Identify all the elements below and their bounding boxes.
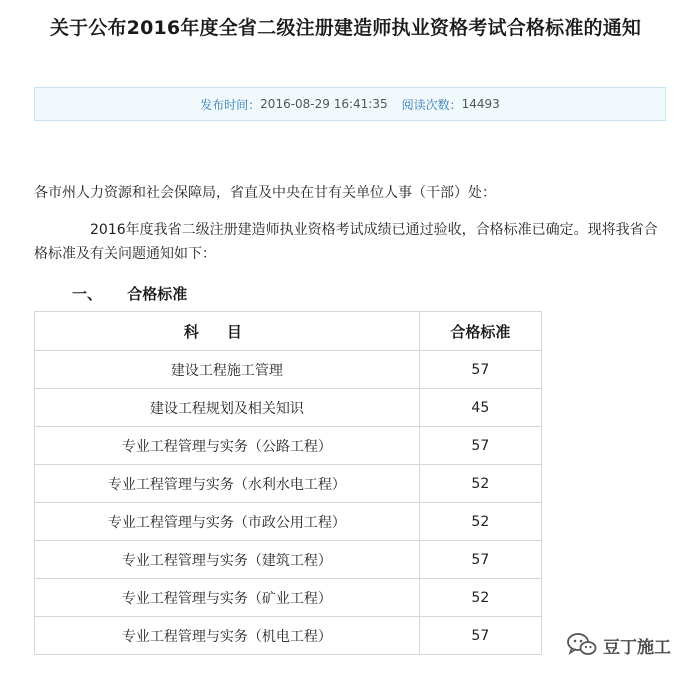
table-row [35,579,542,617]
subject-cell: 建设工程施工管理 [35,351,420,389]
table-row [35,503,542,541]
subject-cell: 专业工程管理与实务（公路工程） [35,427,420,465]
header-subject: 科目 [35,312,420,351]
score-cell: 52 [419,503,541,541]
source-watermark [567,632,671,658]
wechat-icon [567,632,597,658]
subject-cell: 专业工程管理与实务（建筑工程） [35,541,420,579]
header-passing-score: 合格标准 [419,312,541,351]
score-cell: 57 [419,351,541,389]
section-title: 合格标准 [127,285,188,303]
table-row [35,389,542,427]
table-row [35,617,542,655]
table-row [35,427,542,465]
view-count-label: 阅读次数： [401,97,462,112]
watermark-text: 豆丁施工 [603,637,671,658]
article-title: 关于公布2016年度全省二级注册建造师执业资格考试合格标准的通知 [49,17,642,39]
salutation-paragraph: 各市州人力资源和社会保障局，省直及中央在甘有关单位人事（干部）处： [34,185,496,201]
table-row [35,351,542,389]
subject-cell: 专业工程管理与实务（水利水电工程） [35,465,420,503]
table-row [35,541,542,579]
subject-cell: 专业工程管理与实务（机电工程） [35,617,420,655]
subject-cell: 专业工程管理与实务（矿业工程） [35,579,420,617]
article-meta-bar [34,87,666,121]
score-cell: 52 [419,579,541,617]
section-heading [72,283,187,304]
table-row [35,465,542,503]
publish-time-label: 发布时间： [200,97,261,112]
subject-cell: 专业工程管理与实务（市政公用工程） [35,503,420,541]
score-cell: 45 [419,389,541,427]
score-cell: 52 [419,465,541,503]
table-header-row [35,312,542,351]
intro-paragraph: 2016年度我省二级注册建造师执业资格考试成绩已通过验收，合格标准已确定。现将我省合格标准及有关问题通知如下： [34,222,658,262]
score-cell: 57 [419,617,541,655]
score-cell: 57 [419,541,541,579]
view-count-value: 14493 [461,97,500,111]
passing-standard-table [34,311,542,655]
score-cell: 57 [419,427,541,465]
subject-cell: 建设工程规划及相关知识 [35,389,420,427]
section-number: 一、 [72,285,103,303]
publish-time-value: 2016-08-29 16:41:35 [260,97,388,111]
